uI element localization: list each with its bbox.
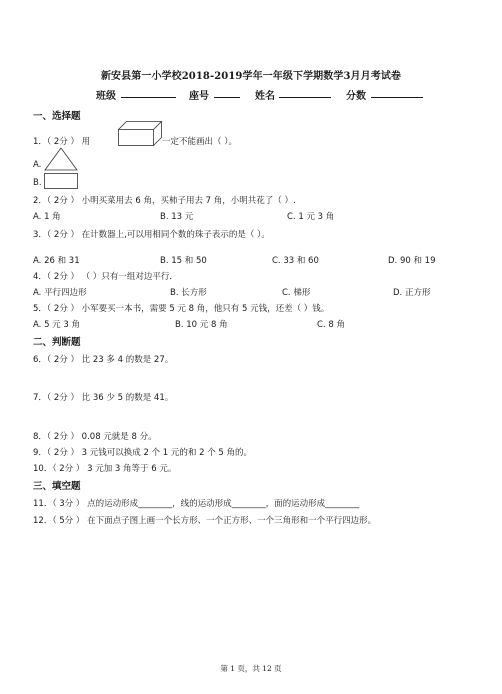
question-1: 1．（ 2分 ） 用 [33,137,91,147]
q1-option-b[interactable]: B. [33,178,42,188]
question-7: 7．（ 2分 ） 比 36 少 5 的数是 41。 [33,393,174,403]
question-1-text: 一定不能画出（ ）。 [162,137,237,147]
section-choice: 一、选择题 [33,111,81,122]
class-label: 班级 [96,91,116,102]
name-blank[interactable] [279,88,331,98]
rectangle-figure [44,173,80,190]
score-label: 分数 [346,91,366,102]
question-11: 11．（ 3分 ） 点的运动形成________，线的运动形成________，面的运动形成________ [33,499,360,509]
question-12: 12．（ 5分 ） 在下面点子图上画一个长方形、一个正方形、一个三角形和一个平行四边形。 [33,516,377,526]
q3-option-d[interactable]: D. 90 和 19 [388,256,436,266]
question-10: 10．（ 2分 ） 3 元加 3 角等于 6 元。 [33,464,177,474]
question-9: 9．（ 2分 ） 3 元钱可以换成 2 个 1 元的和 2 个 5 角的。 [33,448,253,458]
q5-option-b[interactable]: B. 10 元 8 角 [175,320,228,330]
question-6: 6．（ 2分 ） 比 23 多 4 的数是 27。 [33,355,174,365]
section-fill: 三、填空题 [33,481,81,492]
q2-option-b[interactable]: B. 13 元 [160,212,194,222]
q4-option-d[interactable]: D. 正方形 [393,288,431,298]
name-label: 姓名 [255,91,275,102]
q3-option-a[interactable]: A. 26 和 31 [33,256,80,266]
q5-option-c[interactable]: C. 8 角 [317,320,345,330]
q1-option-a[interactable]: A. [33,160,42,170]
q4-option-c[interactable]: C. 梯形 [282,288,311,298]
q2-option-a[interactable]: A. 1 角 [33,212,61,222]
q2-option-c[interactable]: C. 1 元 3 角 [287,212,335,222]
question-8: 8．（ 2分 ） 0.08 元就是 8 分。 [33,432,157,442]
q4-option-b[interactable]: B. 长方形 [170,288,207,298]
q5-option-a[interactable]: A. 5 元 3 角 [33,320,80,330]
seat-blank[interactable] [214,88,240,98]
question-5: 5．（ 2分 ） 小军要买一本书，需要 5 元 8 角，他只有 5 元钱，还差（ ）钱。 [33,304,330,314]
question-2: 2．（ 2分 ） 小明买菜用去 6 角，买柿子用去 7 角，小明共花了（ ）. [33,196,296,206]
triangle-figure [44,147,80,171]
q3-option-c[interactable]: C. 33 和 60 [272,256,319,266]
seat-label: 座号 [189,91,209,102]
page-footer: 第 1 页，共 12 页 [220,664,282,673]
section-judge: 二、判断题 [33,337,81,348]
q3-option-b[interactable]: B. 15 和 50 [160,256,207,266]
exam-title: 新安县第一小学校2018-2019学年一年级下学期数学3月月考试卷 [100,71,402,82]
cuboid-figure [118,121,166,151]
score-blank[interactable] [371,88,423,98]
class-blank[interactable] [121,88,176,98]
question-3: 3．（ 2分 ） 在计数器上,可以用相同个数的珠子表示的是（ ）。 [33,230,270,240]
question-4: 4．（ 2分 ） （ ）只有一组对边平行． [33,272,178,282]
q4-option-a[interactable]: A. 平行四边形 [33,288,87,298]
